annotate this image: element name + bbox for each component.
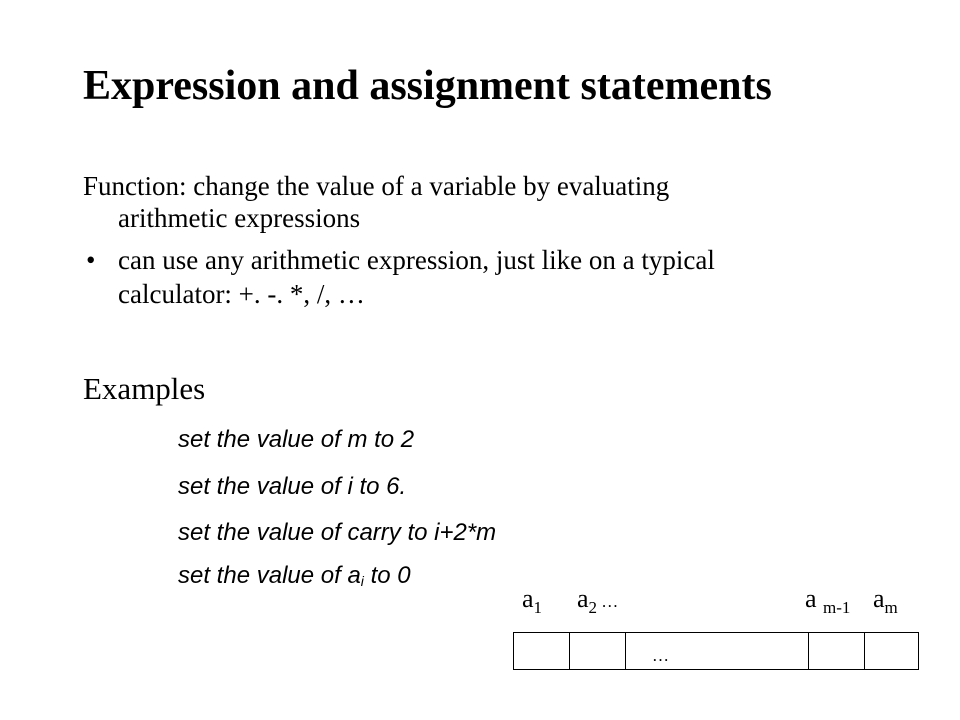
array-ellipsis: … <box>652 646 669 665</box>
example-statement-4 <box>178 562 411 590</box>
array-label-am-1 <box>805 584 850 618</box>
example-statement-3: set the value of carry to i+2*m <box>178 519 497 546</box>
example-4-after: to 0 <box>363 562 411 589</box>
array-label-a2 <box>577 584 618 618</box>
function-text-line-2: arithmetic expressions <box>118 203 361 233</box>
array-label-a1 <box>522 584 542 618</box>
array-label-a2-base: a <box>577 584 589 613</box>
array-diagram <box>513 632 919 670</box>
examples-heading: Examples <box>83 371 206 406</box>
array-cell-divider <box>808 633 809 669</box>
example-statement-2: set the value of i to 6. <box>178 473 407 500</box>
bullet-text-line-2: calculator: +. -. *, /, … <box>118 279 365 309</box>
bullet-marker: • <box>86 245 96 275</box>
array-cell-divider <box>625 633 626 669</box>
array-label-a1-base: a <box>522 584 534 613</box>
function-text-line-1: Function: change the value of a variable by evaluating <box>83 171 670 201</box>
bullet-text-line-1: can use any arithmetic expression, just like on a typical <box>118 245 715 275</box>
array-label-am-1-sub: m-1 <box>823 598 851 617</box>
array-label-am-base: a <box>873 584 885 613</box>
array-cell-divider <box>569 633 570 669</box>
example-statement-1: set the value of m to 2 <box>178 426 415 453</box>
array-label-a2-sub: 2 <box>588 598 598 617</box>
array-label-a1-sub: 1 <box>533 598 543 617</box>
example-4-before: set the value of a <box>178 562 361 589</box>
slide-title: Expression and assignment statements <box>83 63 772 109</box>
example-4-subscript: i <box>360 573 364 589</box>
array-label-a2-ellipsis: … <box>597 592 619 611</box>
array-cell-divider <box>864 633 865 669</box>
array-label-am-1-base: a <box>805 584 824 613</box>
array-label-am-sub: m <box>884 598 898 617</box>
array-label-am <box>873 584 898 618</box>
